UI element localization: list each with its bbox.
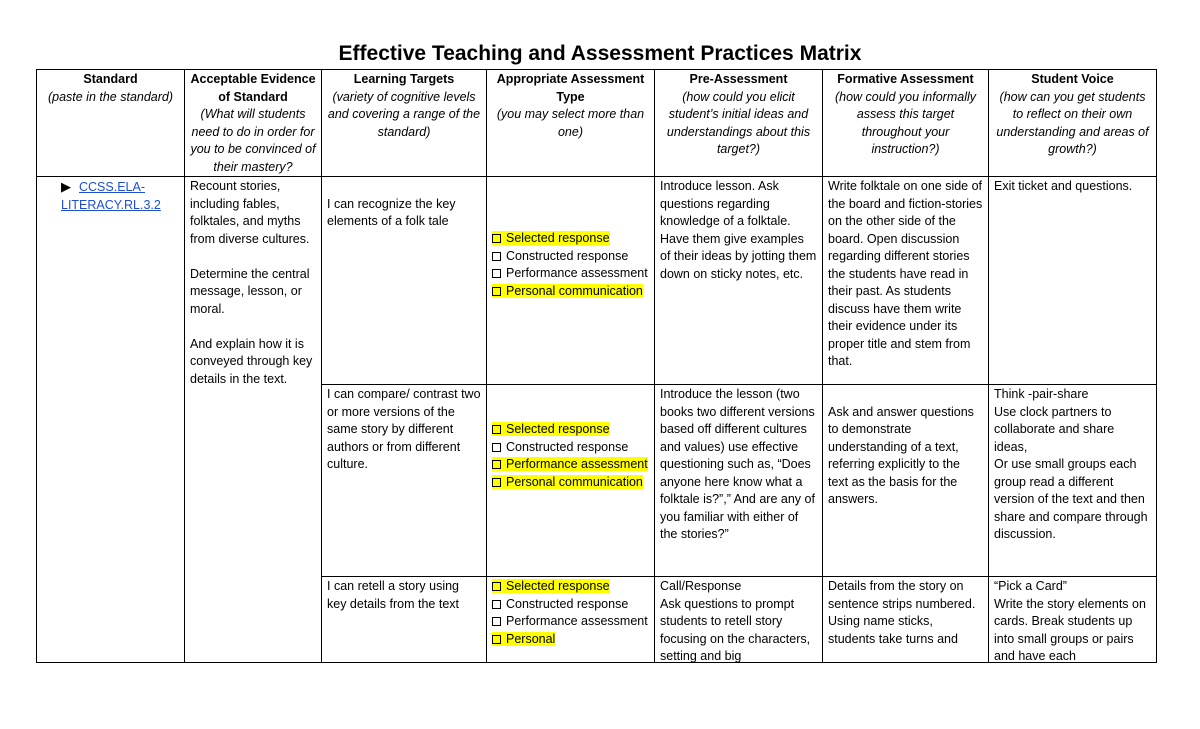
document-title: Effective Teaching and Assessment Practices Matrix [338,42,862,65]
student-voice-text: Or use small groups each group read a different version of the text and then share and compare through discussion. [994,457,1148,541]
checkbox-icon [492,287,501,296]
evidence-text-1: Recount stories, including fables, folktales, and myths from diverse cultures. [190,179,310,246]
evidence-text-3: And explain how it is conveyed through key details in the text. [190,336,313,386]
standard-cell [37,177,185,663]
option-personal-communication[interactable]: Personal communication [492,474,649,492]
formative-assessment-cell [823,577,989,663]
assessment-type-cell [487,177,655,385]
learning-target-text: I can retell a story using key details from the text [327,579,460,611]
checkbox-icon [492,617,501,626]
pre-assessment-cell [655,385,823,577]
header-student-voice: Student Voice (how can you get students to reflect on their own understanding and areas of growth?) [989,70,1157,177]
option-personal-communication[interactable]: Personal communication [492,283,649,301]
option-performance-assessment[interactable]: Performance assessment [492,613,649,631]
option-performance-assessment[interactable]: Performance assessment [492,265,649,283]
header-formative-assessment: Formative Assessment (how could you informally assess this target throughout your instruction?) [823,70,989,177]
checkbox-icon [492,443,501,452]
checkbox-icon [492,269,501,278]
header-learning-targets: Learning Targets (variety of cognitive levels and covering a range of the standard) [322,70,487,177]
pre-assessment-text: Introduce the lesson (two books two different versions based off different cultures and values) use effective questioning such as, “Does anyone here know what a folktale is?”,” And are any of you familiar with either of the stories?” [660,387,815,541]
learning-target-cell [322,385,487,577]
formative-assessment-text: Write folktale on one side of the board and fiction-stories on the other side of the board. Open discussion regarding different stories the students have read in their past. As students discuss have them write their evidence under its proper title and stem from that. [828,179,983,368]
table-row [37,177,1157,385]
student-voice-text: Write the story elements on cards. Break students up into small groups or pairs and have each [994,596,1146,662]
pre-assessment-text: Call/Response [660,579,742,593]
formative-assessment-text: Details from the story on sentence strips numbered. [828,579,976,611]
pre-assessment-text: Ask questions to prompt students to retell story focusing on the characters, setting and big [660,596,811,662]
learning-target-text: I can compare/ contrast two or more versions of the same story by different authors or from different culture. [327,387,481,471]
formative-assessment-text: Using name sticks, students take turns and [828,614,958,646]
option-selected-response[interactable]: Selected response [492,578,649,596]
student-voice-cell [989,177,1157,385]
formative-assessment-text: Ask and answer questions to demonstrate understanding of a text, referring explicitly to the text as the basis for the answers. [828,404,974,506]
learning-target-cell [322,577,487,663]
header-assessment-type: Appropriate Assessment Type (you may select more than one) [487,70,655,177]
assessment-type-cell [487,385,655,577]
checkbox-icon [492,600,501,609]
checkbox-icon [492,582,501,591]
formative-assessment-cell [823,385,989,577]
header-evidence: Acceptable Evidence of Standard (What will students need to do in order for you to be convinced of their mastery? [185,70,322,177]
student-voice-text: Use clock partners to collaborate and share ideas, [994,404,1115,454]
header-standard: Standard (paste in the standard) [37,70,185,177]
option-selected-response[interactable]: Selected response [492,230,649,248]
checkbox-icon [492,425,501,434]
option-constructed-response[interactable]: Constructed response [492,439,649,457]
option-personal-communication[interactable]: Personal [492,631,649,649]
practices-matrix [36,69,1157,663]
student-voice-cell [989,577,1157,663]
bullet-arrow-icon: ▶ [61,179,71,194]
checkbox-icon [492,252,501,261]
option-constructed-response[interactable]: Constructed response [492,248,649,266]
option-constructed-response[interactable]: Constructed response [492,596,649,614]
learning-target-text: I can recognize the key elements of a folk tale [327,196,456,228]
student-voice-text: Exit ticket and questions. [994,179,1133,193]
option-selected-response[interactable]: Selected response [492,421,649,439]
pre-assessment-cell [655,177,823,385]
checkbox-icon [492,234,501,243]
student-voice-cell [989,385,1157,577]
checkbox-icon [492,635,501,644]
evidence-text-2: Determine the central message, lesson, or moral. [190,266,310,316]
checkbox-icon [492,460,501,469]
evidence-cell [185,177,322,663]
checkbox-icon [492,478,501,487]
assessment-type-cell [487,577,655,663]
option-performance-assessment[interactable]: Performance assessment [492,456,649,474]
student-voice-text: “Pick a Card” [994,579,1067,593]
learning-target-cell [322,177,487,385]
pre-assessment-cell [655,577,823,663]
formative-assessment-cell [823,177,989,385]
header-row [37,70,1157,177]
pre-assessment-text: Introduce lesson. Ask questions regarding knowledge of a folktale. Have them give examples of their ideas by jotting them down on sticky notes, etc. [660,179,817,281]
student-voice-text: Think -pair-share [994,387,1089,401]
standard-link[interactable]: CCSS.ELA-LITERACY.RL.3.2 [61,180,161,212]
header-pre-assessment: Pre-Assessment (how could you elicit student’s initial ideas and understandings about this target?) [655,70,823,177]
